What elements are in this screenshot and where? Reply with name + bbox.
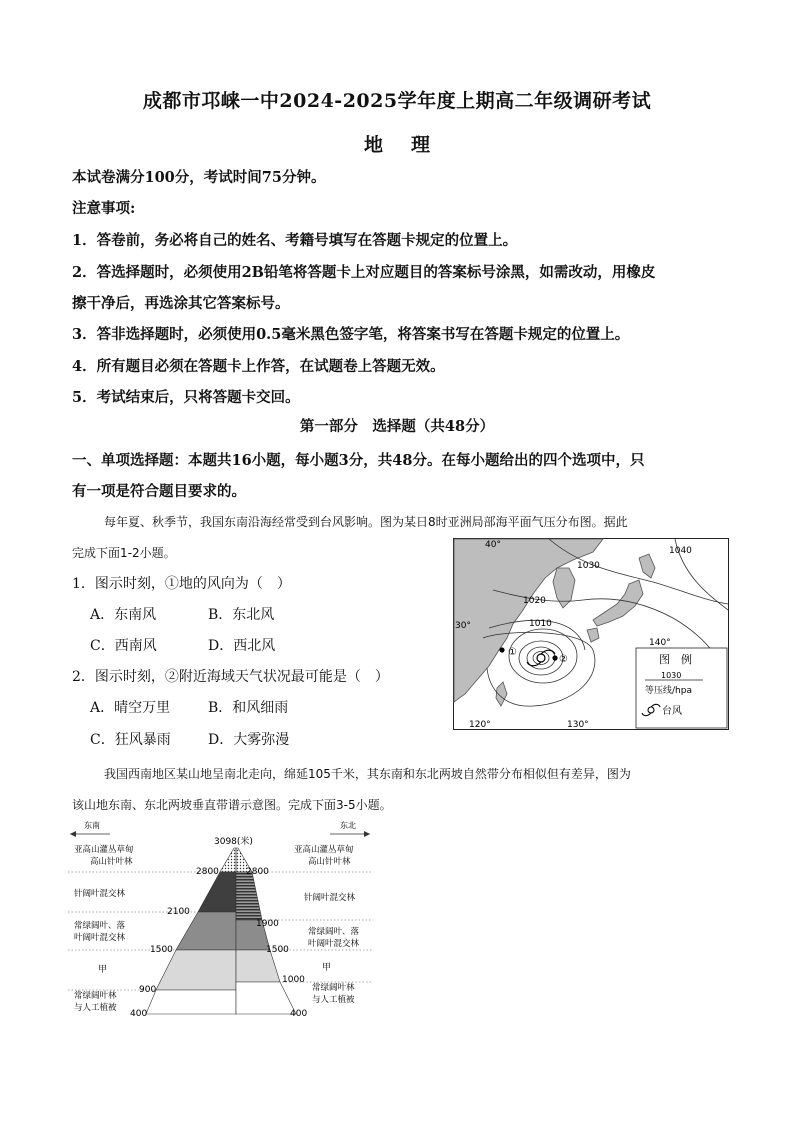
se-elev-400: 400 — [130, 1009, 148, 1019]
q2-option-a[interactable]: A．晴空万里 — [90, 700, 171, 716]
ne-label-alpine-conifer: 高山针叶林 — [308, 857, 351, 867]
se-zone-evergreen-deciduous — [176, 912, 236, 950]
se-label-evergreen-1: 常绿阔叶林 — [74, 991, 117, 1001]
ne-elev-400: 400 — [290, 1009, 308, 1019]
lon-label-120: 120° — [469, 720, 491, 730]
ne-elev-2800: 2800 — [246, 867, 269, 877]
isobar-label-1020: 1020 — [523, 596, 546, 606]
ne-elev-1900: 1900 — [256, 919, 279, 929]
notice-item-3: 3．答非选择题时，必须使用0.5毫米黑色签字笔，将答案书写在答题卡规定的位置上。 — [72, 326, 630, 343]
point-2-label: ② — [559, 654, 568, 665]
lat-label-40: 40° — [485, 540, 501, 550]
direction-right-label: 东北 — [340, 821, 356, 830]
ne-label-jia: 甲 — [322, 963, 332, 973]
exam-title: 成都市邛崃一中2024-2025学年度上期高二年级调研考试 — [142, 90, 652, 112]
se-zone-jia — [156, 950, 236, 990]
part1-title: 第一部分 选择题（共48分） — [299, 418, 495, 435]
ne-label-evergreen-deciduous-2: 叶阔叶混交林 — [308, 939, 360, 949]
ne-label-shrub-meadow: 亚高山灌丛草甸 — [294, 845, 354, 855]
q1-option-b[interactable]: B．东北风 — [208, 607, 275, 623]
point-1-dot — [499, 647, 504, 652]
se-label-evergreen-2: 与人工植被 — [74, 1003, 117, 1013]
lon-label-130: 130° — [567, 720, 589, 730]
peak-elevation: 3098(米) — [214, 837, 253, 847]
legend-title: 图 例 — [659, 653, 692, 666]
legend-isobar-value: 1030 — [661, 671, 682, 680]
ne-label-evergreen-deciduous-1: 常绿阔叶、落 — [308, 927, 360, 937]
direction-left-arrowhead — [70, 831, 76, 837]
ne-label-mixed-forest: 针阔叶混交林 — [304, 893, 356, 903]
q1-option-c[interactable]: C．西南风 — [90, 638, 157, 654]
notice-item-2: 2．答选择题时，必须使用2B铅笔将答题卡上对应题目的答案标号涂黑，如需改动，用橡皮 — [72, 264, 656, 281]
pressure-map — [453, 538, 729, 730]
se-label-mixed-forest: 针阔叶混交林 — [74, 889, 126, 899]
group1-intro-1: 每年夏、秋季节，我国东南沿海经常受到台风影响。图为某日8时亚洲局部海平面气压分布图。据此 — [104, 515, 628, 529]
se-elev-2800: 2800 — [196, 867, 219, 877]
se-label-evergreen-deciduous-1: 常绿阔叶、落 — [74, 921, 126, 931]
notice-item-4: 4．所有题目必须在答题卡上作答，在试题卷上答题无效。 — [72, 358, 445, 375]
isobar-label-1030: 1030 — [577, 561, 600, 571]
isobar-label-1040: 1040 — [669, 546, 692, 556]
score-line: 本试卷满分100分，考试时间75分钟。 — [72, 169, 326, 186]
point-1-label: ① — [508, 647, 517, 658]
q2-option-b[interactable]: B．和风细雨 — [208, 700, 289, 716]
q2-option-c[interactable]: C．狂风暴雨 — [90, 732, 171, 748]
notice-heading: 注意事项: — [72, 200, 136, 217]
notice-item-1: 1．答卷前，务必将自己的姓名、考籍号填写在答题卡规定的位置上。 — [72, 232, 518, 249]
se-elev-1500: 1500 — [150, 945, 173, 955]
question-2-stem: 2．图示时刻，②附近海域天气状况最可能是（ ） — [72, 669, 389, 685]
q1-option-d[interactable]: D．西北风 — [208, 638, 276, 654]
lat-label-30: 30° — [455, 621, 471, 631]
southeast-slope — [146, 848, 236, 1014]
lon-label-140: 140° — [649, 638, 671, 648]
se-zone-shrub-meadow — [220, 848, 236, 872]
se-elev-2100: 2100 — [167, 907, 190, 917]
subject-char-2: 理 — [411, 134, 431, 156]
point-2-dot — [552, 655, 557, 660]
legend-typhoon-text: 台风 — [662, 706, 682, 717]
group1-intro-2: 完成下面1-2小题。 — [72, 546, 176, 560]
ne-elev-1000: 1000 — [282, 975, 305, 985]
se-label-evergreen-deciduous-2: 叶阔叶混交林 — [74, 933, 126, 943]
se-zone-evergreen-broadleaf — [146, 990, 236, 1014]
isobar-label-1010: 1010 — [529, 619, 552, 629]
direction-right-arrowhead — [364, 831, 370, 837]
q2-option-d[interactable]: D．大雾弥漫 — [208, 732, 290, 748]
ne-label-evergreen-2: 与人工植被 — [312, 995, 355, 1005]
se-zone-mixed-conifer — [198, 872, 236, 912]
part1-instruction-2: 有一项是符合题目要求的。 — [72, 483, 246, 500]
notice-item-2-cont: 擦干净后，再选涂其它答案标号。 — [72, 295, 290, 312]
subject-title — [0, 130, 794, 157]
map-legend — [636, 648, 727, 728]
ne-zone-evergreen-broadleaf — [236, 982, 296, 1014]
group2-intro-1: 我国西南地区某山地呈南北走向，绵延105千米，其东南和东北两坡自然带分布相似但有差异，图为 — [104, 767, 631, 781]
part1-instruction-1: 一、单项选择题：本题共16小题，每小题3分，共48分。在每小题给出的四个选项中，只 — [72, 452, 645, 469]
notice-item-5: 5．考试结束后，只将答题卡交回。 — [72, 389, 300, 406]
question-1-stem: 1．图示时刻，①地的风向为（ ） — [72, 576, 291, 592]
q1-option-a[interactable]: A．东南风 — [90, 607, 157, 623]
direction-left-label: 东南 — [84, 821, 100, 830]
legend-isobar-text: 等压线/hpa — [645, 686, 692, 696]
ne-label-evergreen-1: 常绿阔叶林 — [312, 983, 355, 993]
group2-intro-2: 该山地东南、东北两坡垂直带谱示意图。完成下面3-5小题。 — [72, 798, 392, 812]
se-label-shrub-meadow: 亚高山灌丛草甸 — [74, 845, 134, 855]
se-label-alpine-conifer: 高山针叶林 — [90, 857, 133, 867]
se-elev-900: 900 — [139, 985, 157, 995]
ne-zone-mixed-conifer — [236, 872, 262, 920]
se-label-jia: 甲 — [98, 965, 108, 975]
ne-elev-1500: 1500 — [266, 945, 289, 955]
subject-char-1: 地 — [363, 134, 383, 156]
mountain-zonation-diagram — [68, 816, 378, 1020]
